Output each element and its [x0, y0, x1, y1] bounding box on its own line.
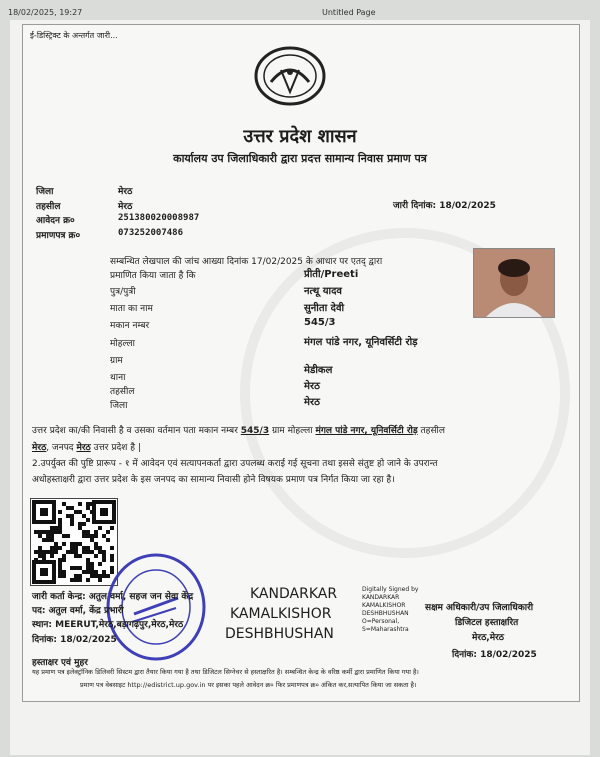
signer-name-line: DESHBHUSHAN — [225, 626, 334, 642]
detail-value: मेरठ — [304, 397, 320, 408]
detail-label: जिला — [110, 401, 128, 411]
meta-value: मेरठ — [118, 202, 133, 212]
govt-title: उत्तर प्रदेश शासन — [243, 126, 357, 147]
detail-label: माता का नाम — [110, 304, 153, 314]
print-datetime: 18/02/2025, 19:27 — [8, 8, 83, 17]
up-emblem-icon — [253, 46, 327, 106]
verification-line: सम्बन्धित लेखपाल की जांच आख्या दिनांक 17/02/2025 के आधार पर एतद् द्वारा — [110, 257, 383, 267]
meta-value: मेरठ — [118, 187, 133, 197]
authority-date: दिनांक: 18/02/2025 — [452, 650, 537, 660]
dsig-line: KANDARKAR — [362, 594, 400, 601]
paragraph-line-1: उत्तर प्रदेश का/की निवासी है व उसका वर्तमान पता मकान नम्बर 545/3 ग्राम मोहल्ला मंगल पांडे नगर, यूनिवर्सिटी रोड़ तहसील — [32, 426, 445, 436]
dsig-line: DESHBHUSHAN — [362, 610, 409, 617]
signer-name-line: KAMALKISHOR — [230, 606, 332, 622]
meta-value: 073252007486 — [118, 228, 184, 238]
dsig-line: S=Maharashtra — [362, 626, 409, 633]
issuer-date: दिनांक: 18/02/2025 — [32, 635, 117, 645]
footer-line-1: यह प्रमाण पत्र इलेक्ट्रॉनिक डिलिवरी सिस्टम द्वारा तैयार किया गया है तथा डिजिटल सिग्नेचर से हस्ताक्षरित है। सम्बन्धित केन्द्र के वरिष्ठ कर्मी द्वारा प्रमाणित किया गया है। — [32, 668, 419, 676]
detail-value: मेरठ — [304, 381, 320, 392]
print-page-title: Untitled Page — [322, 8, 376, 17]
detail-label: प्रमाणित किया जाता है कि — [110, 271, 196, 281]
detail-value: मेडीकल — [304, 365, 333, 376]
footer-line-2: प्रमाण पत्र वेबसाइट http://edistrict.up.gov.in पर इसका पहले आवेदन क्र० फिर प्रमाणपत्र क्र० अंकित कर,सत्यापित किया जा सकता है। — [80, 681, 417, 689]
edistrict-note: ई-डिस्ट्रिक्ट के अन्तर्गत जारी... — [30, 31, 118, 40]
meta-label: आवेदन क्र० — [36, 216, 75, 226]
issue-date: जारी दिनांक: 18/02/2025 — [393, 201, 496, 211]
detail-label: पुत्र/पुत्री — [110, 287, 136, 297]
detail-value: 545/3 — [304, 317, 336, 328]
applicant-photo — [473, 248, 555, 318]
meta-label: जिला — [36, 187, 54, 197]
detail-label: मोहल्ला — [110, 339, 135, 349]
detail-value: प्रीती/Preeti — [304, 269, 359, 280]
authority-place: मेरठ,मेरठ — [472, 633, 505, 643]
meta-value: 251380020008987 — [118, 213, 200, 223]
dsig-line: KAMALKISHOR — [362, 602, 406, 609]
authority-signed: डिजिटल हस्ताक्षरित — [455, 618, 519, 628]
signer-name-line: KANDARKAR — [250, 586, 338, 602]
issuer-place: स्थान: MEERUT,मेरठ,बड़ागढ़पुर,मेरठ,मेरठ — [32, 620, 184, 630]
paragraph-line-4: अधोहस्ताक्षरी द्वारा उत्तर प्रदेश के इस जनपद का सामान्य निवासी होने विषयक प्रमाण पत्र निर्गत किया जा रहा है। — [32, 475, 395, 485]
authority-title: सक्षम अधिकारी/उप जिलाधिकारी — [425, 603, 534, 613]
paragraph-line-2: मेरठ, जनपद मेरठ उत्तर प्रदेश है | — [32, 443, 141, 453]
detail-label: ग्राम — [110, 356, 123, 366]
dsig-line: Digitally Signed by — [362, 586, 419, 593]
detail-label: मकान नम्बर — [110, 321, 150, 331]
meta-label: प्रमाणपत्र क्र० — [36, 231, 81, 241]
detail-value: नत्थू यादव — [304, 286, 342, 297]
detail-value: मंगल पांडे नगर, यूनिवर्सिटी रोड़ — [304, 337, 418, 348]
paragraph-line-3: 2.उपर्युक्त की पुष्टि प्रारूप - १ में आवेदन एवं सत्यापनकर्ता द्वारा उपलब्ध कराई गई सूचना तथा इससे संतुष्ट हो जाने के उपरान्त — [32, 459, 438, 469]
certificate-title: कार्यालय उप जिलाधिकारी द्वारा प्रदत्त सामान्य निवास प्रमाण पत्र — [173, 152, 427, 165]
issuer-center: जारी कर्ता केन्द्र: अतुल वर्मा, सहज जन सेवा केंद्र — [32, 592, 194, 602]
detail-label: तहसील — [110, 387, 135, 397]
detail-value: सुनीता देवी — [304, 303, 345, 314]
issuer-post: पद: अतुल वर्मा, केंद्र प्रभारी — [32, 606, 124, 616]
dsig-line: O=Personal, — [362, 618, 400, 625]
issuer-seal-label: हस्ताक्षर एवं मुहर — [32, 658, 88, 668]
meta-label: तहसील — [36, 202, 61, 212]
detail-label: थाना — [110, 373, 126, 383]
